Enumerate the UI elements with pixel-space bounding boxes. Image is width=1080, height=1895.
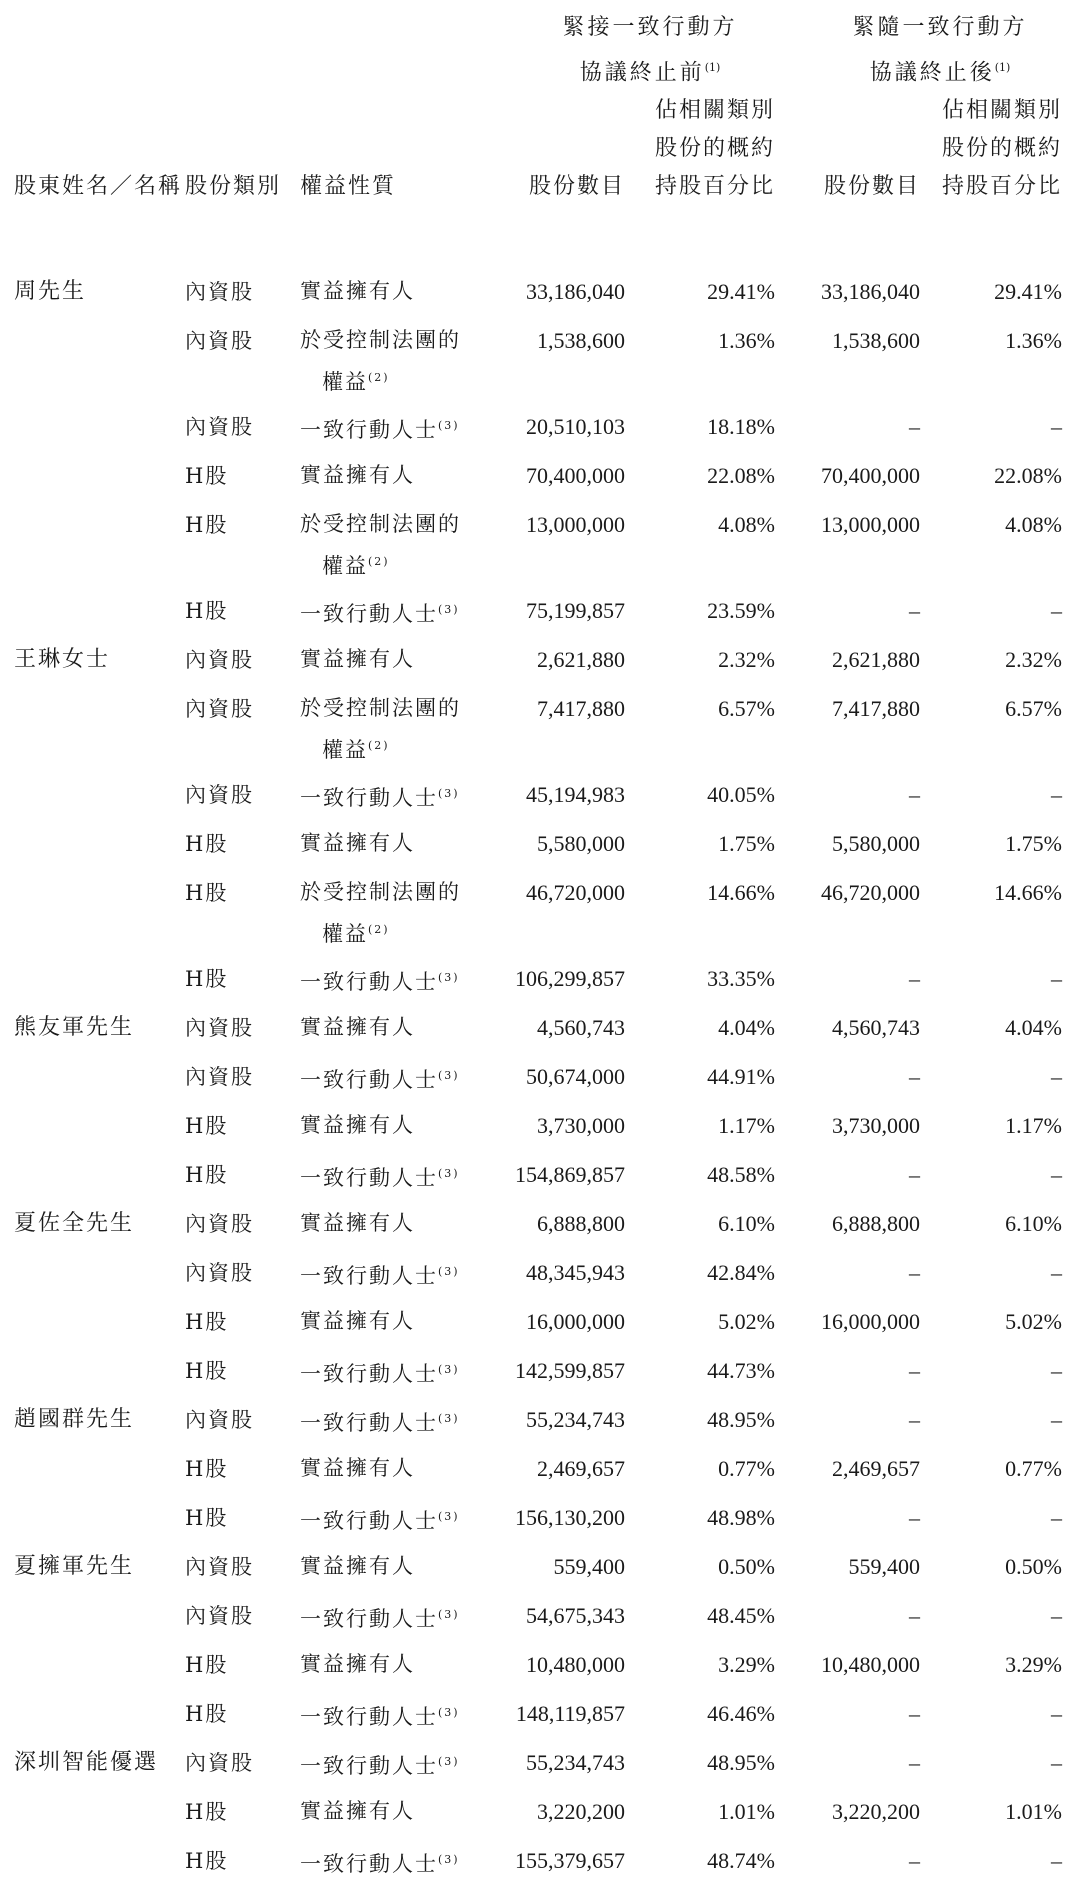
interest-nature-text: 實益擁有人 xyxy=(300,1211,415,1235)
interest-nature xyxy=(300,321,490,401)
shares-before: 5,580,000 xyxy=(537,831,625,856)
share-class: 內資股 xyxy=(185,1604,254,1628)
footnote-ref: (3) xyxy=(438,971,460,984)
shares-after: 5,580,000 xyxy=(832,831,920,856)
shares-before: 3,220,200 xyxy=(537,1799,625,1824)
interest-nature-text: 實益擁有人 xyxy=(300,463,415,487)
before-group-line2: 協議終止前$^{(1)}$ xyxy=(579,60,721,86)
interest-nature-text: 於受控制法團的 xyxy=(300,512,461,536)
shares-before: 1,538,600 xyxy=(537,328,625,353)
table-row xyxy=(0,1694,1080,1743)
interest-nature-text: 一致行動人士 xyxy=(300,1852,438,1876)
pct-before: 48.95% xyxy=(707,1407,775,1432)
interest-nature-text: 一致行動人士 xyxy=(300,418,438,442)
shares-after: – xyxy=(909,1064,920,1089)
table-row xyxy=(0,1743,1080,1792)
interest-nature xyxy=(300,272,490,310)
interest-nature-text: 一致行動人士 xyxy=(300,1705,438,1729)
footnote-ref: (1) xyxy=(994,61,1011,74)
pct-before: 4.08% xyxy=(718,512,775,537)
pct-before: 48.45% xyxy=(707,1603,775,1628)
interest-nature-text-2: 權益 xyxy=(322,554,368,578)
pct-after: – xyxy=(1051,1407,1062,1432)
table-row xyxy=(0,824,1080,873)
interest-nature-line2 xyxy=(300,359,490,401)
pct-before: 46.46% xyxy=(707,1701,775,1726)
shares-after: 33,186,040 xyxy=(821,279,920,304)
after-group-line2: 協議終止後$^{(1)}$ xyxy=(869,60,1011,86)
shares-after: 10,480,000 xyxy=(821,1652,920,1677)
shares-before: 6,888,800 xyxy=(537,1211,625,1236)
column-header-pct-before: 佔相關類別 股份的概約 持股百分比 xyxy=(654,98,775,199)
pct-after: 1.75% xyxy=(1005,831,1062,856)
pct-after: – xyxy=(1051,414,1062,439)
interest-nature-text: 一致行動人士 xyxy=(300,1264,438,1288)
pct-before: 23.59% xyxy=(707,598,775,623)
share-class: H股 xyxy=(185,1506,229,1530)
share-class: 內資股 xyxy=(185,280,254,304)
footnote-ref: (3) xyxy=(438,603,460,616)
table-row xyxy=(0,1155,1080,1204)
footnote-ref: (3) xyxy=(438,1853,460,1866)
interest-nature xyxy=(300,456,490,494)
share-class: 內資股 xyxy=(185,1751,254,1775)
pct-after: 29.41% xyxy=(994,279,1062,304)
table-row xyxy=(0,1547,1080,1596)
interest-nature-line2 xyxy=(300,911,490,953)
column-header-shares-after: 股份數目 xyxy=(823,174,920,199)
pct-before: 44.91% xyxy=(707,1064,775,1089)
column-header-name: 股東姓名／名稱 xyxy=(14,174,183,199)
pct-before: 3.29% xyxy=(718,1652,775,1677)
interest-nature xyxy=(300,1155,490,1197)
shares-after: 559,400 xyxy=(848,1554,920,1579)
shares-before: 45,194,983 xyxy=(526,782,625,807)
interest-nature xyxy=(300,1498,490,1540)
interest-nature-text-2: 權益 xyxy=(322,738,368,762)
pct-after: – xyxy=(1051,1358,1062,1383)
footnote-ref: (3) xyxy=(438,1363,460,1376)
pct-after: – xyxy=(1051,966,1062,991)
pct-after: 2.32% xyxy=(1005,647,1062,672)
footnote-ref: (3) xyxy=(438,1412,460,1425)
interest-nature-line2 xyxy=(300,727,490,769)
interest-nature xyxy=(300,824,490,862)
pct-before: 2.32% xyxy=(718,647,775,672)
after-group-line1: 緊隨一致行動方 xyxy=(852,15,1028,40)
share-class: 內資股 xyxy=(185,783,254,807)
table-row xyxy=(0,873,1080,959)
interest-nature xyxy=(300,1645,490,1683)
pct-before: 48.95% xyxy=(707,1750,775,1775)
shares-before: 13,000,000 xyxy=(526,512,625,537)
pct-after: – xyxy=(1051,1750,1062,1775)
footnote-ref: (3) xyxy=(438,1069,460,1082)
share-class: 內資股 xyxy=(185,329,254,353)
shares-before: 2,621,880 xyxy=(537,647,625,672)
shares-before: 2,469,657 xyxy=(537,1456,625,1481)
column-header-pct-after: 佔相關類別 股份的概約 持股百分比 xyxy=(941,98,1062,199)
shares-after: – xyxy=(909,1260,920,1285)
interest-nature-text-2: 權益 xyxy=(322,922,368,946)
shares-after: 16,000,000 xyxy=(821,1309,920,1334)
footnote-ref: (2) xyxy=(368,555,390,568)
pct-after: – xyxy=(1051,598,1062,623)
shares-after: – xyxy=(909,966,920,991)
pct-after: 0.50% xyxy=(1005,1554,1062,1579)
table-row xyxy=(0,1008,1080,1057)
footnote-ref: (2) xyxy=(368,371,390,384)
pct-after: 1.17% xyxy=(1005,1113,1062,1138)
footnote-ref: (3) xyxy=(438,1167,460,1180)
pct-before: 6.57% xyxy=(718,696,775,721)
shares-before: 142,599,857 xyxy=(515,1358,625,1383)
shares-before: 559,400 xyxy=(553,1554,625,1579)
pct-after: 1.36% xyxy=(1005,328,1062,353)
interest-nature-text: 一致行動人士 xyxy=(300,786,438,810)
shares-after: 46,720,000 xyxy=(821,880,920,905)
pct-before: 40.05% xyxy=(707,782,775,807)
pct-after: – xyxy=(1051,1505,1062,1530)
share-class: H股 xyxy=(185,1359,229,1383)
share-class: 內資股 xyxy=(185,648,254,672)
interest-nature xyxy=(300,591,490,633)
share-class: 內資股 xyxy=(185,415,254,439)
share-class: H股 xyxy=(185,1702,229,1726)
shares-before: 55,234,743 xyxy=(526,1750,625,1775)
footnote-ref: (3) xyxy=(438,787,460,800)
share-class: 內資股 xyxy=(185,1016,254,1040)
shares-after: – xyxy=(909,1750,920,1775)
table-row xyxy=(0,1204,1080,1253)
interest-nature xyxy=(300,1204,490,1242)
pct-after: 4.04% xyxy=(1005,1015,1062,1040)
interest-nature xyxy=(300,1106,490,1144)
interest-nature xyxy=(300,959,490,1001)
footnote-ref: (3) xyxy=(438,1706,460,1719)
shares-before: 10,480,000 xyxy=(526,1652,625,1677)
pct-before: 14.66% xyxy=(707,880,775,905)
interest-nature-text: 實益擁有人 xyxy=(300,647,415,671)
footnote-ref: (3) xyxy=(438,1608,460,1621)
shares-before: 48,345,943 xyxy=(526,1260,625,1285)
pct-before: 22.08% xyxy=(707,463,775,488)
pct-before: 6.10% xyxy=(718,1211,775,1236)
pct-before: 0.50% xyxy=(718,1554,775,1579)
pct-before: 42.84% xyxy=(707,1260,775,1285)
table-row xyxy=(0,1057,1080,1106)
shares-after: 70,400,000 xyxy=(821,463,920,488)
share-class: H股 xyxy=(185,1849,229,1873)
pct-after: – xyxy=(1051,1603,1062,1628)
shares-after: – xyxy=(909,1701,920,1726)
footnote-ref: (2) xyxy=(368,739,390,752)
interest-nature-text: 實益擁有人 xyxy=(300,831,415,855)
footnote-ref: (3) xyxy=(438,1755,460,1768)
share-class: H股 xyxy=(185,967,229,991)
table-row xyxy=(0,1400,1080,1449)
pct-after: 6.57% xyxy=(1005,696,1062,721)
pct-before: 48.74% xyxy=(707,1848,775,1873)
interest-nature xyxy=(300,689,490,769)
share-class: H股 xyxy=(185,1800,229,1824)
share-class: H股 xyxy=(185,1114,229,1138)
shares-before: 70,400,000 xyxy=(526,463,625,488)
shares-before: 54,675,343 xyxy=(526,1603,625,1628)
shares-before: 50,674,000 xyxy=(526,1064,625,1089)
interest-nature-text: 一致行動人士 xyxy=(300,1411,438,1435)
shares-before: 155,379,657 xyxy=(515,1848,625,1873)
table-row xyxy=(0,591,1080,640)
before-termination-group-header xyxy=(500,8,800,93)
interest-nature-text: 實益擁有人 xyxy=(300,1113,415,1137)
pct-before: 44.73% xyxy=(707,1358,775,1383)
shares-after: 4,560,743 xyxy=(832,1015,920,1040)
pct-after: 5.02% xyxy=(1005,1309,1062,1334)
column-header-nature: 權益性質 xyxy=(300,174,397,199)
interest-nature-text: 一致行動人士 xyxy=(300,970,438,994)
pct-after: 14.66% xyxy=(994,880,1062,905)
table-row xyxy=(0,272,1080,321)
interest-nature-text: 實益擁有人 xyxy=(300,1799,415,1823)
interest-nature-text-2: 權益 xyxy=(322,370,368,394)
interest-nature-text: 一致行動人士 xyxy=(300,1362,438,1386)
before-group-line1: 緊接一致行動方 xyxy=(562,15,738,40)
share-class: 內資股 xyxy=(185,697,254,721)
table-row xyxy=(0,640,1080,689)
share-class: 內資股 xyxy=(185,1555,254,1579)
table-row xyxy=(0,1106,1080,1155)
pct-after: – xyxy=(1051,1162,1062,1187)
table-row xyxy=(0,1449,1080,1498)
shares-after: – xyxy=(909,598,920,623)
share-class: H股 xyxy=(185,513,229,537)
shares-after: 2,469,657 xyxy=(832,1456,920,1481)
share-class: H股 xyxy=(185,464,229,488)
interest-nature xyxy=(300,1351,490,1393)
pct-after: – xyxy=(1051,1701,1062,1726)
interest-nature xyxy=(300,1302,490,1340)
interest-nature xyxy=(300,775,490,817)
share-class: H股 xyxy=(185,1457,229,1481)
interest-nature-text: 實益擁有人 xyxy=(300,1456,415,1480)
table-row xyxy=(0,1498,1080,1547)
pct-after: – xyxy=(1051,1260,1062,1285)
interest-nature-text: 一致行動人士 xyxy=(300,1166,438,1190)
interest-nature-text: 實益擁有人 xyxy=(300,1015,415,1039)
after-termination-group-header xyxy=(790,8,1080,93)
shares-before: 33,186,040 xyxy=(526,279,625,304)
shares-after: 13,000,000 xyxy=(821,512,920,537)
shares-after: 6,888,800 xyxy=(832,1211,920,1236)
table-row xyxy=(0,1351,1080,1400)
interest-nature-text: 實益擁有人 xyxy=(300,1652,415,1676)
interest-nature xyxy=(300,505,490,585)
interest-nature xyxy=(300,1841,490,1883)
interest-nature-text: 於受控制法團的 xyxy=(300,880,461,904)
table-row xyxy=(0,689,1080,775)
shares-after: – xyxy=(909,414,920,439)
pct-before: 1.01% xyxy=(718,1799,775,1824)
interest-nature-text: 一致行動人士 xyxy=(300,1068,438,1092)
table-row xyxy=(0,505,1080,591)
interest-nature-text: 實益擁有人 xyxy=(300,1554,415,1578)
shares-after: 1,538,600 xyxy=(832,328,920,353)
shares-before: 106,299,857 xyxy=(515,966,625,991)
pct-after: – xyxy=(1051,1064,1062,1089)
interest-nature-text: 於受控制法團的 xyxy=(300,328,461,352)
footnote-ref: (3) xyxy=(438,1265,460,1278)
shares-before: 75,199,857 xyxy=(526,598,625,623)
interest-nature-text: 實益擁有人 xyxy=(300,279,415,303)
table-row xyxy=(0,959,1080,1008)
shareholder-name: 王琳女士 xyxy=(14,647,111,672)
pct-after: 22.08% xyxy=(994,463,1062,488)
table-row xyxy=(0,1596,1080,1645)
shares-before: 55,234,743 xyxy=(526,1407,625,1432)
interest-nature xyxy=(300,1449,490,1487)
shares-after: – xyxy=(909,782,920,807)
shares-after: 2,621,880 xyxy=(832,647,920,672)
shares-after: – xyxy=(909,1603,920,1628)
shareholder-name: 夏佐全先生 xyxy=(14,1211,135,1236)
shares-before: 3,730,000 xyxy=(537,1113,625,1138)
pct-after: 6.10% xyxy=(1005,1211,1062,1236)
interest-nature xyxy=(300,1400,490,1442)
shares-after: 7,417,880 xyxy=(832,696,920,721)
pct-after: 4.08% xyxy=(1005,512,1062,537)
interest-nature xyxy=(300,407,490,449)
footnote-ref: (2) xyxy=(368,923,390,936)
footnote-ref: (1) xyxy=(704,61,721,74)
pct-after: – xyxy=(1051,1848,1062,1873)
footnote-ref: (3) xyxy=(438,1510,460,1523)
interest-nature-text: 一致行動人士 xyxy=(300,1754,438,1778)
interest-nature-text: 實益擁有人 xyxy=(300,1309,415,1333)
interest-nature xyxy=(300,1008,490,1046)
share-class: H股 xyxy=(185,881,229,905)
interest-nature xyxy=(300,1694,490,1736)
shares-after: – xyxy=(909,1848,920,1873)
interest-nature-text: 一致行動人士 xyxy=(300,1509,438,1533)
table-row xyxy=(0,1645,1080,1694)
shareholder-name: 趙國群先生 xyxy=(14,1407,135,1432)
interest-nature-text: 一致行動人士 xyxy=(300,602,438,626)
share-class: 內資股 xyxy=(185,1261,254,1285)
pct-after: 3.29% xyxy=(1005,1652,1062,1677)
shares-after: 3,730,000 xyxy=(832,1113,920,1138)
shares-after: – xyxy=(909,1358,920,1383)
interest-nature xyxy=(300,1792,490,1830)
pct-before: 18.18% xyxy=(707,414,775,439)
interest-nature-line2 xyxy=(300,543,490,585)
shareholding-table-body xyxy=(0,272,1080,1890)
shares-after: – xyxy=(909,1505,920,1530)
interest-nature-text: 於受控制法團的 xyxy=(300,696,461,720)
pct-before: 33.35% xyxy=(707,966,775,991)
table-row xyxy=(0,1302,1080,1351)
shares-before: 16,000,000 xyxy=(526,1309,625,1334)
footnote-ref: (3) xyxy=(438,419,460,432)
share-class: 內資股 xyxy=(185,1065,254,1089)
shareholder-name: 周先生 xyxy=(14,279,87,304)
shares-after: – xyxy=(909,1407,920,1432)
pct-before: 0.77% xyxy=(718,1456,775,1481)
shares-after: 3,220,200 xyxy=(832,1799,920,1824)
shares-before: 20,510,103 xyxy=(526,414,625,439)
table-row xyxy=(0,407,1080,456)
pct-before: 1.75% xyxy=(718,831,775,856)
shareholder-name: 深圳智能優選 xyxy=(14,1750,159,1775)
table-row xyxy=(0,1792,1080,1841)
table-row xyxy=(0,1841,1080,1890)
share-class: 內資股 xyxy=(185,1212,254,1236)
shares-before: 148,119,857 xyxy=(515,1701,625,1726)
interest-nature xyxy=(300,873,490,953)
share-class: H股 xyxy=(185,1163,229,1187)
interest-nature xyxy=(300,1253,490,1295)
pct-after: 1.01% xyxy=(1005,1799,1062,1824)
share-class: 內資股 xyxy=(185,1408,254,1432)
interest-nature xyxy=(300,1547,490,1585)
interest-nature xyxy=(300,1596,490,1638)
interest-nature xyxy=(300,1057,490,1099)
shares-before: 154,869,857 xyxy=(515,1162,625,1187)
pct-before: 48.58% xyxy=(707,1162,775,1187)
column-header-shares-before: 股份數目 xyxy=(528,174,625,199)
table-row xyxy=(0,1253,1080,1302)
shares-before: 46,720,000 xyxy=(526,880,625,905)
interest-nature-text: 一致行動人士 xyxy=(300,1607,438,1631)
shareholder-name: 夏擁軍先生 xyxy=(14,1554,135,1579)
share-class: H股 xyxy=(185,599,229,623)
pct-before: 4.04% xyxy=(718,1015,775,1040)
shares-before: 4,560,743 xyxy=(537,1015,625,1040)
pct-before: 29.41% xyxy=(707,279,775,304)
table-row xyxy=(0,775,1080,824)
table-row xyxy=(0,456,1080,505)
table-row xyxy=(0,321,1080,407)
shares-before: 156,130,200 xyxy=(515,1505,625,1530)
pct-before: 1.17% xyxy=(718,1113,775,1138)
interest-nature xyxy=(300,640,490,678)
shareholder-name: 熊友軍先生 xyxy=(14,1015,135,1040)
pct-before: 5.02% xyxy=(718,1309,775,1334)
share-class: H股 xyxy=(185,832,229,856)
pct-before: 48.98% xyxy=(707,1505,775,1530)
pct-after: – xyxy=(1051,782,1062,807)
interest-nature xyxy=(300,1743,490,1785)
shares-before: 7,417,880 xyxy=(537,696,625,721)
share-class: H股 xyxy=(185,1310,229,1334)
shares-after: – xyxy=(909,1162,920,1187)
pct-before: 1.36% xyxy=(718,328,775,353)
pct-after: 0.77% xyxy=(1005,1456,1062,1481)
share-class: H股 xyxy=(185,1653,229,1677)
column-header-share-class: 股份類別 xyxy=(185,174,282,199)
